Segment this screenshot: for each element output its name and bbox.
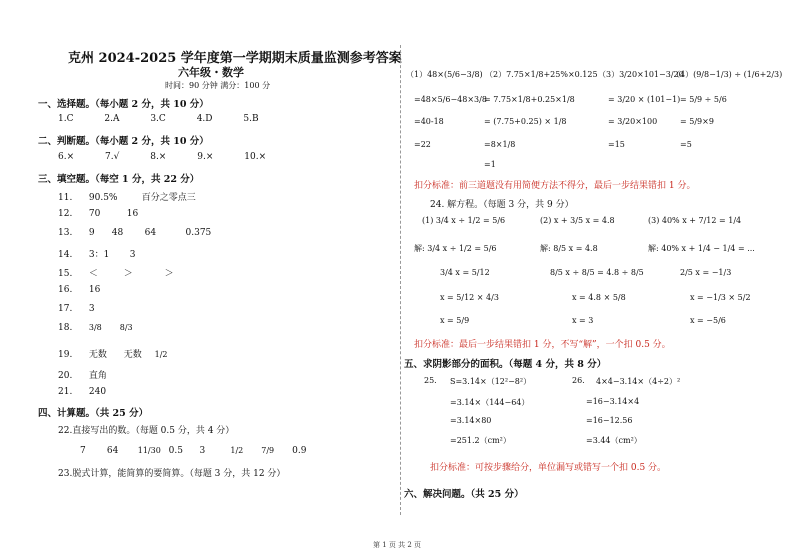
choice-answer: 4.D [196, 114, 213, 124]
page-footer: 第 1 页 共 2 页 [373, 541, 422, 549]
solution-step: x = 3 [572, 316, 594, 325]
fill-row [58, 387, 106, 397]
q23-step: = 7.75×1/8+0.25×1/8 [484, 95, 575, 104]
exam-meta: 时间：90 分钟 满分：100 分 [165, 81, 271, 90]
fill-answer: 16 [88, 285, 101, 295]
fill-answer: 1/2 [154, 350, 168, 359]
section-choice: 一、选择题。（每小题 2 分，共 10 分） [38, 99, 209, 110]
q22-answer: 1/2 [230, 446, 244, 455]
q23-step: =22 [414, 140, 431, 149]
fill-row [58, 304, 95, 314]
fill-answer: 无数 [123, 350, 142, 360]
fill-answer: 3/8 [88, 323, 102, 332]
fill-row [58, 266, 174, 279]
fill-answer: 百分之零点三 [141, 193, 196, 203]
solution-step: x = 4.8 × 5/8 [572, 293, 626, 302]
judge-answer: 8.× [150, 152, 167, 162]
fill-answer: 90.5% [88, 193, 118, 203]
choice-answer: 3.C [150, 114, 166, 124]
judge-answer: 6.× [58, 152, 75, 162]
fill-number: 13. [58, 228, 73, 238]
fill-number: 18. [58, 323, 73, 333]
q22-answer: 11/30 [137, 446, 161, 455]
fill-number: 21. [58, 387, 73, 397]
q26-step: =3.44（cm²） [586, 436, 642, 445]
column-divider [400, 45, 401, 515]
fill-number: 17. [58, 304, 73, 314]
q23-step: =8×1/8 [484, 140, 516, 149]
q23-step: = 5/9×9 [680, 117, 714, 126]
solution-step: x = 5/9 [440, 316, 470, 325]
solution-step: 解: 40% x + 1/4 − 1/4 = ... [648, 244, 755, 253]
q22-answer: 64 [106, 446, 119, 456]
fill-row [58, 285, 100, 295]
solution-step: x = −5/6 [690, 316, 726, 325]
fill-number: 15. [58, 269, 73, 279]
fill-answer: 3：1 [88, 250, 110, 260]
equation-3: (3) 40% x + 7/12 = 1/4 [648, 216, 742, 225]
q23-step: =15 [608, 140, 625, 149]
q23-step: = 3/20 × (101−1) [608, 95, 681, 104]
judge-answers [58, 152, 266, 162]
section-calc: 四、计算题。（共 25 分） [38, 408, 149, 419]
fill-answer: ＞ [164, 269, 174, 279]
q23-step: =5 [680, 140, 692, 149]
question-22: 22.直接写出的数。（每题 0.5 分，共 4 分） [58, 426, 235, 436]
q23-step: = 5/9 ÷ 5/6 [680, 95, 727, 104]
q22-answer: 0.9 [292, 446, 307, 456]
grading-note-2: 扣分标准：最后一步结果错扣 1 分，不写“解”，一个扣 0.5 分。 [414, 340, 671, 350]
q25-step: S=3.14×（12²−8²） [450, 377, 532, 386]
judge-answer: 9.× [197, 152, 214, 162]
choice-answer: 5.B [243, 114, 259, 124]
choice-answers [58, 114, 259, 124]
section-area: 五、求阴影部分的面积。（每题 4 分，共 8 分） [404, 359, 607, 370]
q26-step: 4×4−3.14×（4÷2）² [596, 377, 681, 386]
grading-note-3: 扣分标准：可按步骤给分，单位漏写或错写一个扣 0.5 分。 [430, 463, 667, 473]
q22-answer: 0.5 [168, 446, 183, 456]
fill-number: 19. [58, 350, 73, 360]
q23-problem-2: （2）7.75×1/8+25%×0.125 [485, 70, 598, 79]
section-judge: 二、判断题。（每小题 2 分，共 10 分） [38, 136, 209, 147]
q25-step: =3.14×80 [450, 416, 492, 425]
q22-answer: 7/9 [261, 446, 275, 455]
fill-answer: 直角 [88, 371, 107, 381]
fill-answer: 48 [111, 228, 124, 238]
grade-subtitle: 六年级・数学 [178, 66, 244, 79]
solution-step: 解: 3/4 x ÷ 1/2 = 5/6 [414, 244, 497, 253]
q23-problem-3: （3）3/20×101−3/20 [598, 70, 684, 79]
q22-answer: 3 [199, 446, 206, 456]
fill-row [58, 247, 135, 260]
q23-step: = (7.75+0.25) × 1/8 [484, 117, 567, 126]
fill-answer: 0.375 [185, 228, 212, 238]
fill-row [58, 228, 211, 238]
fill-answer: 16 [126, 209, 139, 219]
fill-answer: ＞ [123, 269, 133, 279]
fill-row [58, 347, 168, 360]
fill-number: 14. [58, 250, 73, 260]
fill-answer: 无数 [88, 350, 107, 360]
fill-answer: 3 [88, 304, 95, 314]
page-title: 克州 2024-2025 学年度第一学期期末质量监测参考答案 [68, 51, 402, 66]
q23-problem-4: （4）(9/8−1/3) ÷ (1/6+2/3) [672, 70, 783, 79]
q26-label: 26. [572, 376, 585, 385]
fill-number: 20. [58, 371, 73, 381]
q25-step: =251.2（cm²） [450, 436, 511, 445]
judge-answer: 10.× [244, 152, 267, 162]
fill-number: 12. [58, 209, 73, 219]
judge-answer: 7.√ [105, 152, 120, 162]
q23-step: =40-18 [414, 117, 444, 126]
fill-row [58, 368, 107, 381]
q26-step: =16−3.14×4 [586, 397, 640, 406]
q23-step: =48×5/6−48×3/8 [414, 95, 487, 104]
choice-answer: 2.A [104, 114, 120, 124]
fill-answer: 240 [88, 387, 107, 397]
q22-answers [80, 446, 306, 456]
solution-step: 2/5 x = −1/3 [680, 268, 732, 277]
q23-step: = 3/20×100 [608, 117, 658, 126]
solution-step: 3/4 x = 5/12 [440, 268, 490, 277]
question-23: 23.脱式计算，能简算的要简算。（每题 3 分，共 12 分） [58, 469, 286, 479]
q23-problem-1: （1）48×(5/6−3/8) [406, 70, 483, 79]
choice-answer: 1.C [58, 114, 74, 124]
fill-answer: 3 [129, 250, 136, 260]
q23-step: =1 [484, 160, 496, 169]
equation-2: (2) x + 3/5 x = 4.8 [540, 216, 615, 225]
fill-row [58, 190, 196, 203]
q25-step: =3.14×（144−64） [450, 398, 530, 407]
fill-answer: ＜ [88, 269, 98, 279]
solution-step: 解: 8/5 x = 4.8 [540, 244, 598, 253]
fill-number: 16. [58, 285, 73, 295]
q22-answer: 7 [80, 446, 86, 456]
fill-answer: 70 [88, 209, 101, 219]
solution-step: x = −1/3 × 5/2 [690, 293, 751, 302]
q25-label: 25. [424, 376, 437, 385]
q26-step: =16−12.56 [586, 416, 633, 425]
fill-number: 11. [58, 193, 73, 203]
grading-note-1: 扣分标准：前三道题没有用简便方法不得分，最后一步结果错扣 1 分。 [414, 181, 696, 191]
fill-row [58, 209, 138, 219]
fill-answer: 64 [144, 228, 157, 238]
fill-answer: 8/3 [119, 323, 133, 332]
question-24: 24. 解方程。（每题 3 分，共 9 分） [430, 200, 574, 210]
section-problems: 六、解决问题。（共 25 分） [404, 489, 524, 500]
solution-step: x = 5/12 × 4/3 [440, 293, 499, 302]
equation-1: (1) 3/4 x ÷ 1/2 = 5/6 [422, 216, 506, 225]
fill-row [58, 323, 133, 333]
fill-answer: 9 [88, 228, 95, 238]
solution-step: 8/5 x ÷ 8/5 = 4.8 ÷ 8/5 [550, 268, 644, 277]
section-fill: 三、填空题。（每空 1 分，共 22 分） [38, 174, 200, 185]
